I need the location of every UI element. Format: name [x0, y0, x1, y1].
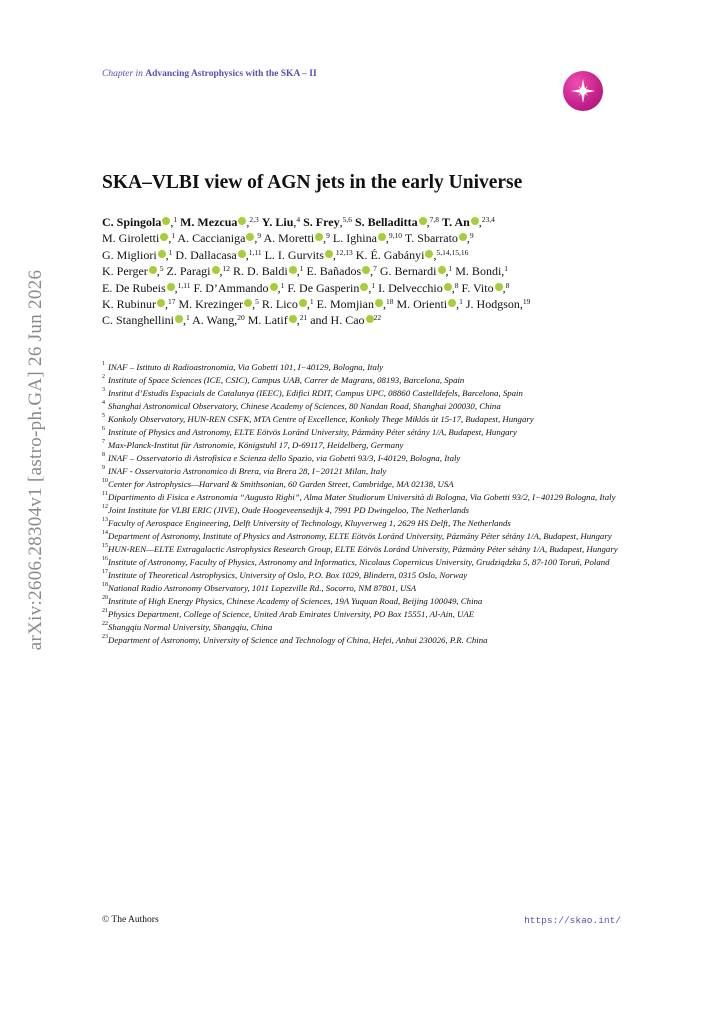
orcid-icon[interactable]: [238, 250, 246, 258]
author-name: E. Bañados: [306, 264, 362, 279]
author-name: and H. Cao: [310, 313, 365, 328]
author-name: D. Dallacasa: [175, 247, 237, 262]
author-affiliation-ref: 1,11: [177, 280, 191, 290]
author-affiliation-ref: 7,8: [429, 215, 439, 224]
author-list: [102, 214, 642, 329]
author-name: J. Hodgson,: [465, 297, 523, 312]
orcid-icon[interactable]: [366, 315, 374, 323]
author-affiliation-ref: 1: [299, 264, 304, 274]
orcid-icon[interactable]: [378, 233, 386, 241]
author-name: M. Krezinger: [178, 297, 244, 312]
orcid-icon[interactable]: [270, 283, 278, 291]
affiliation-number: 3: [102, 387, 105, 393]
affiliation-text: Institute of Space Sciences (ICE, CSIC), Campus UAB, Carrer de Magrans, 08193, Barcelona, Spain: [108, 375, 465, 385]
affiliation-item: [102, 556, 632, 569]
affiliation-item: [102, 413, 632, 426]
affiliation-text: Department of Astronomy, University of Science and Technology of China, Hefei, Anhui 230026, P.R. China: [108, 635, 488, 645]
orcid-icon[interactable]: [160, 233, 168, 241]
affiliation-text: Institute of High Energy Physics, Chinese Academy of Sciences, 19A Yuquan Road, Beijing 100049, China: [108, 596, 483, 606]
author-affiliation-ref: 1: [309, 297, 314, 307]
author-name: M. Bondi: [455, 264, 502, 279]
author-name: K. É. Gabányi: [355, 247, 425, 262]
orcid-icon[interactable]: [325, 250, 333, 258]
affiliation-item: [102, 374, 632, 387]
affiliation-item: [102, 517, 632, 530]
affiliation-number: 22: [102, 621, 108, 627]
affiliation-number: 1: [102, 361, 105, 367]
affiliation-number: 9: [102, 465, 105, 471]
orcid-icon[interactable]: [438, 266, 446, 274]
orcid-icon[interactable]: [448, 299, 456, 307]
orcid-icon[interactable]: [238, 217, 246, 225]
author-name: T. An: [442, 215, 470, 229]
author-name: K. Perger: [102, 264, 148, 279]
affiliation-number: 10: [102, 478, 108, 484]
affiliation-item: [102, 439, 632, 452]
orcid-icon[interactable]: [149, 266, 157, 274]
copyright-notice: © The Authors: [102, 915, 159, 925]
affiliation-number: 4: [102, 400, 105, 406]
orcid-icon[interactable]: [315, 233, 323, 241]
affiliation-number: 5: [102, 413, 105, 419]
author-name: A. Caccianiga: [177, 231, 246, 246]
author-line: G. Migliori ,$^1$ D. Dallacasa ,$^{1,11}$ L. I. Gurvits ,$^{12,13}$ K. É. Gabányi ,$^{5,14,15,16}$: [102, 247, 469, 262]
author-name: G. Migliori: [102, 247, 157, 262]
author-name: M. Latif: [247, 313, 288, 328]
author-affiliation-ref: 17: [168, 297, 176, 307]
author-affiliation-ref: 1: [448, 264, 453, 274]
author-line: C. Stanghellini ,$^1$ A. Wang,$^{20}$ M. Latif ,$^{21}$ and H. Cao $^{22}$: [102, 313, 382, 328]
author-name: C. Spingola: [102, 215, 162, 229]
author-affiliation-ref: 21: [299, 313, 308, 323]
orcid-icon[interactable]: [375, 299, 383, 307]
author-affiliation-ref: 20: [237, 313, 245, 323]
affiliation-item: [102, 621, 632, 634]
affiliation-number: 13: [102, 517, 108, 523]
author-affiliation-ref: 12: [222, 264, 231, 274]
author-name: E. De Rubeis: [102, 280, 166, 295]
author-name: Z. Paragi: [166, 264, 211, 279]
author-affiliation-ref: 7: [373, 264, 377, 274]
author-affiliation-ref: 4: [296, 215, 301, 224]
author-affiliation-ref: 23,4: [481, 215, 495, 224]
affiliation-number: 12: [102, 504, 108, 510]
orcid-icon[interactable]: [157, 299, 165, 307]
affiliation-number: 21: [102, 608, 108, 614]
author-line: M. Giroletti ,$^1$ A. Caccianiga ,$^9$ A. Moretti ,$^9$ L. Ighina ,$^{9,10}$ T. Sbarrato ,$^9$: [102, 231, 474, 246]
affiliation-text: Shangqiu Normal University, Shangqiu, China: [108, 622, 273, 632]
author-name: Y. Liu: [261, 215, 294, 229]
author-name: M. Orienti: [396, 297, 448, 312]
author-name: T. Sbarrato: [404, 231, 458, 246]
affiliation-text: Dipartimento di Fisica e Astronomia “Augusto Righi”, Alma Mater Studiorum Università di Bologna, Via Gobetti 93/2, I−40129 Bologna, Italy: [108, 492, 616, 502]
author-name: L. Ighina: [332, 231, 377, 246]
orcid-icon[interactable]: [419, 217, 427, 225]
author-line: C. Spingola ,$^1$ M. Mezcua ,$^{2,3}$ Y. Liu,$^4$ S. Frey,$^{5,6}$ S. Belladitta ,$^{7,8}$ T. An ,$^{23,4}$: [102, 215, 495, 229]
affiliation-number: 18: [102, 582, 108, 588]
author-name: E. Momjian: [316, 297, 374, 312]
orcid-icon[interactable]: [459, 233, 467, 241]
ska-logo-icon: [563, 71, 603, 111]
author-name: S. Belladitta: [354, 215, 418, 229]
affiliation-text: HUN-REN—ELTE Extragalactic Astrophysics Research Group, ELTE Eötvös Loránd University, Pázmány Péter sétány 1/A, Budapest, Hungary: [108, 544, 618, 554]
orcid-icon[interactable]: [175, 315, 183, 323]
affiliation-item: [102, 569, 632, 582]
affiliation-number: 7: [102, 439, 105, 445]
author-name: I. Delvecchio: [378, 280, 443, 295]
author-affiliation-ref: 12,13: [335, 247, 353, 257]
affiliation-item: [102, 608, 632, 621]
affiliation-item: [102, 387, 632, 400]
affiliation-text: INAF – Istituto di Radioastronomia, Via Gobetti 101, I−40129, Bologna, Italy: [108, 362, 384, 372]
affiliation-text: Joint Institute for VLBI ERIC (JIVE), Oude Hoogeveensedijk 4, 7991 PD Dwingeloo, The Netherlands: [108, 505, 470, 515]
author-affiliation-ref: 1: [371, 280, 376, 290]
author-line: K. Rubinur ,$^{17}$ M. Krezinger ,$^5$ R. Lico ,$^1$ E. Momjian ,$^{18}$ M. Orienti ,$^1$ J. Hodgson,$^{19}$: [102, 297, 531, 312]
author-name: A. Wang,: [192, 313, 238, 328]
affiliation-number: 15: [102, 543, 108, 549]
author-affiliation-ref: 8: [505, 280, 510, 290]
arxiv-sidebar-stamp: [6, 270, 66, 650]
author-name: R. D. Baldi: [233, 264, 288, 279]
affiliation-item: [102, 400, 632, 413]
chapter-prefix: Chapter in: [102, 69, 143, 79]
author-name: F. Vito: [461, 280, 494, 295]
author-affiliation-ref: 9,10: [388, 231, 403, 241]
affiliation-number: 8: [102, 452, 105, 458]
ska-url-link[interactable]: https://skao.int/: [524, 915, 621, 926]
author-affiliation-ref: 9: [469, 231, 474, 241]
affiliation-text: Institut d’Estudis Espacials de Catalunya (IEEC), Edifici RDIT, Campus UPC, 08860 Castelldefels, Barcelona, Spain: [108, 388, 523, 398]
orcid-icon[interactable]: [425, 250, 433, 258]
author-name: M. Mezcua: [180, 215, 238, 229]
affiliation-text: Max-Planck-Institut für Astronomie, Königstuhl 17, D-69117, Heidelberg, Germany: [108, 440, 404, 450]
affiliation-item: [102, 465, 632, 478]
author-name: M. Giroletti: [102, 231, 160, 246]
author-line: E. De Rubeis ,$^{1,11}$ F. D’Ammando ,$^1$ F. De Gasperin ,$^1$ I. Delvecchio ,$^8$ F. Vito ,$^8$: [102, 280, 510, 295]
affiliation-item: [102, 478, 632, 491]
author-name: S. Frey: [303, 215, 340, 229]
author-line: K. Perger ,$^5$ Z. Paragi ,$^{12}$ R. D. Baldi ,$^1$ E. Bañados ,$^7$ G. Bernardi ,$^1$ M. Bondi,$^1$: [102, 264, 509, 279]
author-affiliation-ref: 1: [186, 313, 190, 323]
author-affiliation-ref: 1: [168, 247, 173, 257]
orcid-icon[interactable]: [167, 283, 175, 291]
orcid-icon[interactable]: [444, 283, 452, 291]
book-title: Advancing Astrophysics with the SKA – II: [145, 69, 317, 79]
author-affiliation-ref: 5,14,15,16: [436, 247, 469, 257]
orcid-icon[interactable]: [495, 283, 503, 291]
author-affiliation-ref: 22: [373, 313, 382, 323]
author-affiliation-ref: 1: [171, 231, 176, 241]
author-affiliation-ref: 8: [454, 280, 459, 290]
arxiv-id: arXiv:2606.28304v1 [astro-ph.GA] 26 Jun 2026: [25, 269, 46, 651]
affiliation-item: [102, 634, 632, 647]
author-affiliation-ref: 1,11: [248, 247, 262, 257]
author-affiliation-ref: 9: [326, 231, 330, 241]
affiliation-number: 6: [102, 426, 105, 432]
author-affiliation-ref: 5: [255, 297, 259, 307]
affiliation-number: 16: [102, 556, 108, 562]
orcid-icon[interactable]: [246, 233, 254, 241]
orcid-icon[interactable]: [360, 283, 368, 291]
affiliation-text: Institute of Theoretical Astrophysics, University of Oslo, P.O. Box 1029, Blindern, 0315 Oslo, Norway: [108, 570, 468, 580]
affiliation-item: [102, 543, 632, 556]
chapter-header: [102, 69, 317, 79]
orcid-icon[interactable]: [158, 250, 166, 258]
author-name: R. Lico: [261, 297, 298, 312]
affiliation-text: Department of Astronomy, Institute of Physics and Astronomy, ELTE Eötvös Loránd University, Pázmány Péter sétány 1/A, Budapest, Hungary: [108, 531, 612, 541]
author-affiliation-ref: 9: [257, 231, 262, 241]
orcid-icon[interactable]: [244, 299, 252, 307]
author-name: F. De Gasperin: [287, 280, 360, 295]
author-affiliation-ref: 5: [159, 264, 164, 274]
affiliation-text: National Radio Astronomy Observatory, 1011 Lopezville Rd., Socorro, NM 87801, USA: [108, 583, 417, 593]
orcid-icon[interactable]: [289, 266, 297, 274]
affiliation-item: [102, 452, 632, 465]
author-name: L. I. Gurvits: [264, 247, 324, 262]
author-affiliation-ref: 1: [173, 215, 178, 224]
paper-title: SKA–VLBI view of AGN jets in the early Universe: [102, 172, 523, 193]
affiliation-number: 11: [102, 491, 108, 497]
author-affiliation-ref: 19: [522, 297, 531, 307]
orcid-icon[interactable]: [212, 266, 220, 274]
author-name: F. D’Ammando: [193, 280, 269, 295]
affiliation-text: Konkoly Observatory, HUN-REN CSFK, MTA Centre of Excellence, Konkoly Thege Miklós út 15-17, Budapest, Hungary: [108, 414, 534, 424]
affiliation-number: 17: [102, 569, 108, 575]
affiliation-text: Physics Department, College of Science, United Arab Emirates University, PO Box 15551, Al-Ain, UAE: [108, 609, 475, 619]
author-affiliation-ref: 1: [280, 280, 285, 290]
affiliation-item: [102, 361, 632, 374]
affiliation-item: [102, 426, 632, 439]
affiliation-number: 23: [102, 634, 108, 640]
affiliation-item: [102, 595, 632, 608]
affiliation-item: [102, 491, 632, 504]
affiliation-number: 20: [102, 595, 108, 601]
affiliation-text: INAF - Osservatorio Astronomico di Brera, via Brera 28, I−20121 Milan, Italy: [108, 466, 387, 476]
affiliation-text: Institute of Physics and Astronomy, ELTE Eötvös Loránd University, Pázmány Péter sétány 1/A, Budapest, Hungary: [108, 427, 517, 437]
author-affiliation-ref: 18: [385, 297, 394, 307]
affiliation-text: Faculty of Aerospace Engineering, Delft University of Technology, Kluyverweg 1, 2629 HS Delft, The Netherlands: [108, 518, 511, 528]
affiliation-text: INAF – Osservatorio di Astrofisica e Scienza dello Spazio, via Gobetti 93/3, I-40129, Bologna, Italy: [108, 453, 461, 463]
orcid-icon[interactable]: [471, 217, 479, 225]
affiliation-item: [102, 530, 632, 543]
affiliation-text: Shanghai Astronomical Observatory, Chinese Academy of Sciences, 80 Nandan Road, Shanghai 200030, China: [108, 401, 501, 411]
author-affiliation-ref: 5,6: [342, 215, 352, 224]
affiliation-text: Institute of Astronomy, Faculty of Physics, Astronomy and Informatics, Nicolaus Copernicus University, Grudziądzka 5, 87-100 Toruń, Poland: [108, 557, 610, 567]
author-name: K. Rubinur: [102, 297, 156, 312]
affiliation-item: [102, 504, 632, 517]
orcid-icon[interactable]: [289, 315, 297, 323]
author-affiliation-ref: 1: [459, 297, 463, 307]
author-name: G. Bernardi: [379, 264, 437, 279]
affiliation-text: Center for Astrophysics—Harvard & Smithsonian, 60 Garden Street, Cambridge, MA 02138, USA: [108, 479, 454, 489]
orcid-icon[interactable]: [362, 266, 370, 274]
affiliation-list: [102, 361, 632, 647]
orcid-icon[interactable]: [162, 217, 170, 225]
affiliation-number: 14: [102, 530, 108, 536]
orcid-icon[interactable]: [299, 299, 307, 307]
affiliation-number: 2: [102, 374, 105, 380]
author-affiliation-ref: 1: [504, 264, 509, 274]
affiliation-item: [102, 582, 632, 595]
author-affiliation-ref: 2,3: [249, 215, 259, 224]
author-name: C. Stanghellini: [102, 313, 174, 328]
author-name: A. Moretti: [263, 231, 315, 246]
